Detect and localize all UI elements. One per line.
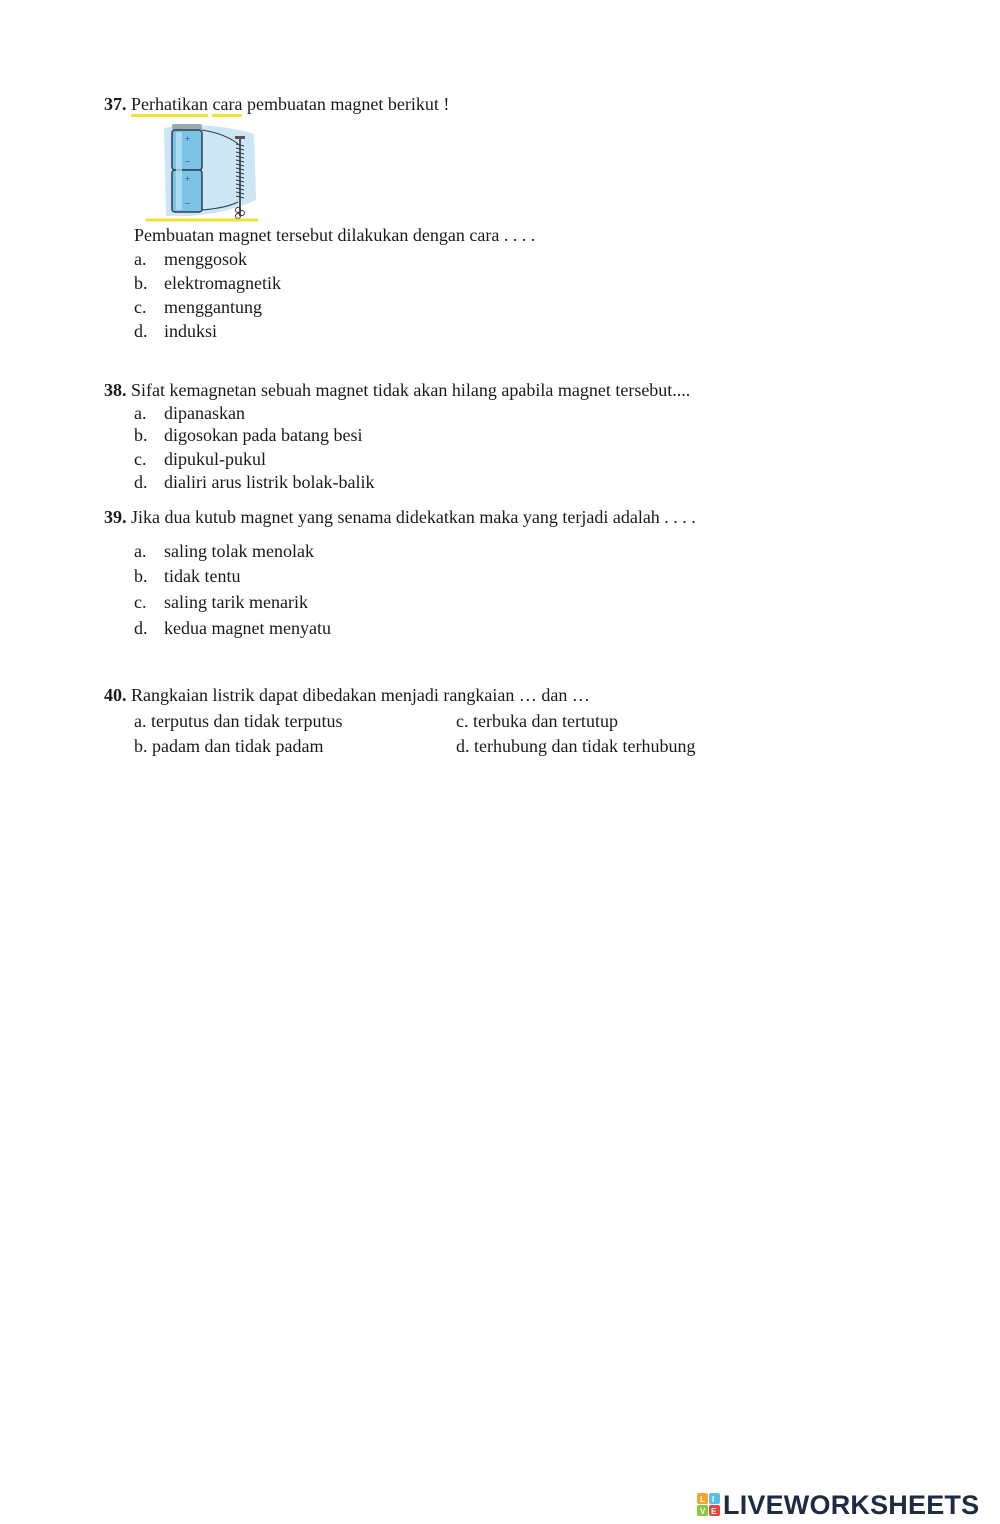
option-letter: b. [134,273,148,293]
option-40-c[interactable]: c. terbuka dan tertutup [456,711,618,731]
option-37-a[interactable] [134,248,247,270]
battery-electromagnet-figure [146,120,258,222]
question-37 [104,93,449,115]
option-letter: a. [134,541,147,561]
svg-text:–: – [185,198,190,208]
option-letter: a. [134,249,147,269]
question-number: 39. [104,507,127,527]
option-38-d[interactable] [134,471,374,493]
option-39-b[interactable] [134,565,240,587]
option-text: saling tolak menolak [164,541,314,561]
svg-text:V: V [700,1507,706,1516]
question-37-subtext: Pembuatan magnet tersebut dilakukan dengan cara . . . . [134,225,536,245]
option-text: digosokan pada batang besi [164,425,363,445]
option-38-c[interactable] [134,448,266,470]
svg-text:E: E [711,1507,717,1516]
logo-text: LIVEWORKSHEETS [723,1489,980,1520]
highlighted-word: cara [212,94,242,117]
svg-text:I: I [712,1495,715,1504]
question-number: 40. [104,685,127,705]
option-37-d[interactable] [134,320,217,342]
option-text: menggantung [164,297,262,317]
question-text: Rangkaian listrik dapat dibedakan menjadi rangkaian … dan … [131,685,590,705]
option-text: induksi [164,321,218,341]
question-39 [104,506,696,528]
option-text: tidak tentu [164,566,241,586]
option-letter: b. [134,566,148,586]
option-letter: d. [134,472,148,492]
question-text: Sifat kemagnetan sebuah magnet tidak akan hilang apabila magnet tersebut.... [131,380,691,400]
option-39-d[interactable] [134,617,331,639]
highlighted-word: Perhatikan [131,94,208,117]
option-40-b[interactable]: b. padam dan tidak padam [134,736,324,756]
question-38 [104,379,690,401]
question-40 [104,684,590,706]
question-number: 38. [104,380,127,400]
option-text: dialiri arus listrik bolak-balik [164,472,375,492]
option-40-d[interactable]: d. terhubung dan tidak terhubung [456,736,696,756]
option-text: dipanaskan [164,403,245,423]
option-text: dipukul-pukul [164,449,266,469]
option-letter: c. [134,297,147,317]
option-text: elektromagnetik [164,273,281,293]
option-letter: d. [134,618,148,638]
option-letter: d. [134,321,148,341]
option-letter: b. [134,425,148,445]
option-39-c[interactable] [134,591,308,613]
option-letter: c. [134,592,147,612]
question-text: pembuatan magnet berikut ! [246,94,450,114]
option-37-b[interactable] [134,272,281,294]
option-38-b[interactable] [134,424,362,446]
option-text: menggosok [164,249,247,269]
liveworksheets-logo[interactable] [697,1490,979,1520]
liveworksheets-logo-icon [697,1493,721,1517]
option-39-a[interactable] [134,540,314,562]
option-letter: c. [134,449,147,469]
option-38-a[interactable] [134,402,245,424]
question-text: Jika dua kutub magnet yang senama didekatkan maka yang terjadi adalah . . . . [131,507,696,527]
question-number: 37. [104,94,127,114]
svg-text:+: + [185,134,191,144]
option-letter: a. [134,403,147,423]
svg-text:+: + [185,174,191,184]
svg-text:–: – [185,156,190,166]
svg-text:L: L [700,1495,705,1504]
option-text: saling tarik menarik [164,592,308,612]
option-40-a[interactable]: a. terputus dan tidak terputus [134,711,343,731]
option-text: kedua magnet menyatu [164,618,331,638]
option-37-c[interactable] [134,296,262,318]
